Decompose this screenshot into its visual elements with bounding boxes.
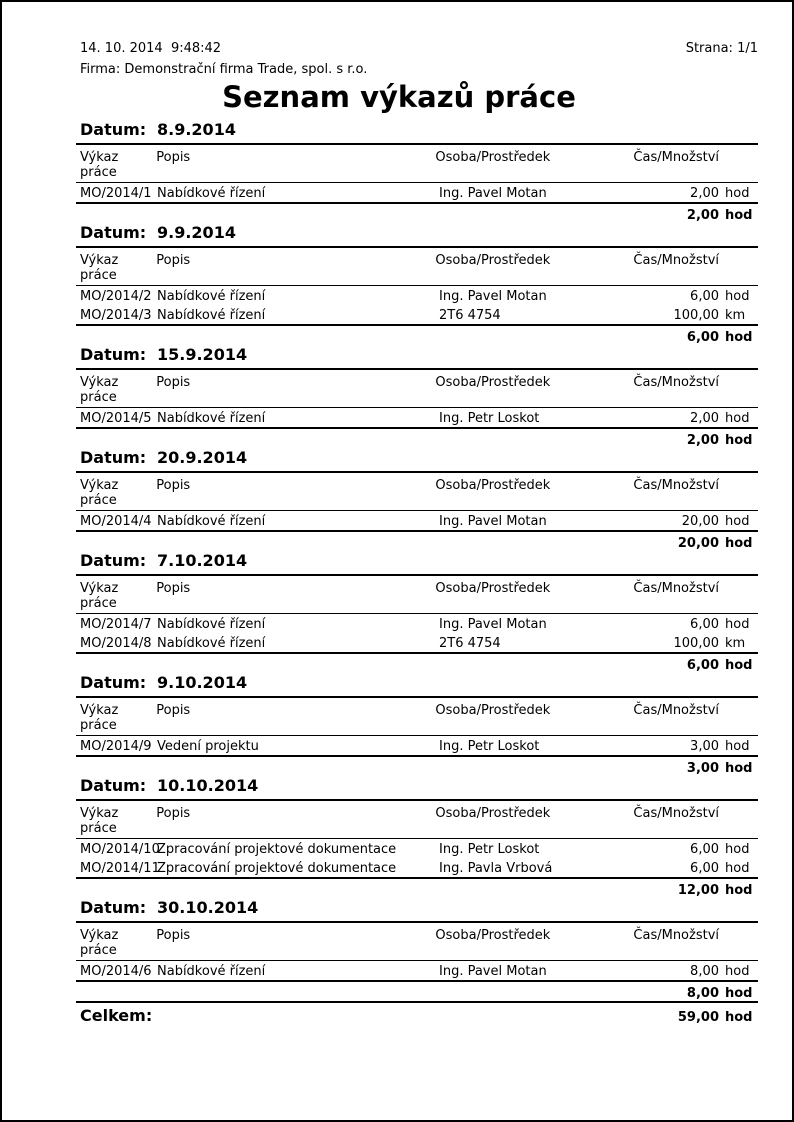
- table-rows: [76, 511, 758, 532]
- datum-label: Datum:: [80, 776, 147, 795]
- cell-cas-mnozstvi: [639, 186, 758, 201]
- datum-label: Datum:: [80, 448, 147, 467]
- table-rows: [76, 286, 758, 326]
- table-row: [76, 408, 758, 427]
- cell-osoba-prostredek: Ing. Petr Loskot: [439, 842, 540, 857]
- table-row: [76, 633, 758, 652]
- section-date: 30.10.2014: [157, 898, 259, 917]
- cell-value: 6,00: [690, 842, 719, 857]
- cell-osoba-prostredek: Ing. Petr Loskot: [439, 411, 540, 426]
- cell-unit: km: [725, 308, 746, 323]
- column-header-vykaz-prace: Výkaz práce: [80, 375, 119, 405]
- cell-vykaz-prace: MO/2014/10: [80, 842, 160, 857]
- table-rows: [76, 736, 758, 757]
- column-header-cas-mnozstvi: Čas/Množství: [633, 581, 720, 596]
- cell-popis: Nabídkové řízení: [157, 514, 266, 529]
- column-header-osoba-prostredek: Osoba/Prostředek: [435, 253, 551, 268]
- section-subtotal-group: [639, 536, 758, 551]
- section-subtotal-unit: hod: [725, 761, 753, 776]
- cell-cas-mnozstvi: [639, 411, 758, 426]
- cell-popis: Nabídkové řízení: [157, 964, 266, 979]
- cell-cas-mnozstvi: [639, 636, 758, 651]
- column-header-vykaz-prace: Výkaz práce: [80, 253, 119, 283]
- section-subtotal-value: 2,00: [686, 208, 719, 223]
- column-header-vykaz-prace: Výkaz práce: [80, 928, 119, 958]
- cell-popis: Zpracování projektové dokumentace: [157, 842, 397, 857]
- cell-value: 3,00: [690, 739, 719, 754]
- grand-total-value-group: [639, 1010, 758, 1025]
- section-subtotal-group: [639, 433, 758, 448]
- date-section: [76, 120, 758, 223]
- grand-total-label: Celkem:: [80, 1006, 153, 1025]
- cell-cas-mnozstvi: [639, 964, 758, 979]
- section-subtotal-row: [76, 757, 758, 776]
- section-date-heading: [76, 223, 758, 248]
- cell-vykaz-prace: MO/2014/3: [80, 308, 152, 323]
- section-subtotal-group: [639, 330, 758, 345]
- cell-popis: Nabídkové řízení: [157, 617, 266, 632]
- cell-osoba-prostredek: Ing. Pavel Motan: [439, 964, 547, 979]
- datum-label: Datum:: [80, 551, 147, 570]
- report-content: [76, 2, 758, 1026]
- table-header-row: [76, 576, 758, 614]
- date-section: [76, 551, 758, 673]
- table-row: [76, 858, 758, 877]
- cell-osoba-prostredek: 2T6 4754: [439, 308, 501, 323]
- column-header-popis: Popis: [156, 375, 191, 390]
- datum-label: Datum:: [80, 345, 147, 364]
- column-header-popis: Popis: [156, 928, 191, 943]
- cell-value: 20,00: [681, 514, 719, 529]
- datum-label: Datum:: [80, 120, 147, 139]
- datum-label: Datum:: [80, 898, 147, 917]
- table-header-row: [76, 473, 758, 511]
- cell-vykaz-prace: MO/2014/6: [80, 964, 152, 979]
- cell-popis: Nabídkové řízení: [157, 411, 266, 426]
- column-header-osoba-prostredek: Osoba/Prostředek: [435, 928, 551, 943]
- cell-value: 2,00: [690, 186, 719, 201]
- section-subtotal-row: [76, 204, 758, 223]
- table-row: [76, 305, 758, 324]
- cell-vykaz-prace: MO/2014/1: [80, 186, 152, 201]
- column-header-vykaz-prace: Výkaz práce: [80, 581, 119, 611]
- column-header-vykaz-prace: Výkaz práce: [80, 806, 119, 836]
- cell-unit: hod: [725, 861, 750, 876]
- table-row: [76, 839, 758, 858]
- page-number: Strana: 1/1: [685, 41, 758, 56]
- section-subtotal-group: [639, 761, 758, 776]
- section-subtotal-value: 2,00: [686, 433, 719, 448]
- section-subtotal-group: [639, 208, 758, 223]
- section-date-heading: [76, 551, 758, 576]
- cell-value: 8,00: [690, 964, 719, 979]
- table-row: [76, 961, 758, 980]
- section-subtotal-value: 6,00: [686, 658, 719, 673]
- table-header-row: [76, 923, 758, 961]
- section-date-heading: [76, 898, 758, 923]
- table-rows: [76, 183, 758, 204]
- section-subtotal-value: 12,00: [677, 883, 719, 898]
- column-header-popis: Popis: [156, 703, 191, 718]
- date-section: [76, 345, 758, 448]
- table-header-row: [76, 698, 758, 736]
- cell-vykaz-prace: MO/2014/11: [80, 861, 160, 876]
- cell-popis: Nabídkové řízení: [157, 289, 266, 304]
- cell-popis: Nabídkové řízení: [157, 186, 266, 201]
- table-row: [76, 286, 758, 305]
- column-header-popis: Popis: [156, 478, 191, 493]
- cell-osoba-prostredek: Ing. Pavla Vrbová: [439, 861, 553, 876]
- cell-value: 6,00: [690, 289, 719, 304]
- table-header-row: [76, 370, 758, 408]
- cell-unit: hod: [725, 411, 750, 426]
- cell-value: 100,00: [673, 308, 719, 323]
- grand-total-unit: hod: [725, 1010, 753, 1025]
- table-header-row: [76, 145, 758, 183]
- datum-label: Datum:: [80, 223, 147, 242]
- cell-value: 2,00: [690, 411, 719, 426]
- column-header-osoba-prostredek: Osoba/Prostředek: [435, 806, 551, 821]
- section-subtotal-unit: hod: [725, 658, 753, 673]
- section-subtotal-row: [76, 654, 758, 673]
- section-date-heading: [76, 345, 758, 370]
- datum-label: Datum:: [80, 673, 147, 692]
- section-subtotal-value: 20,00: [677, 536, 719, 551]
- section-subtotal-value: 3,00: [686, 761, 719, 776]
- section-date: 20.9.2014: [157, 448, 248, 467]
- column-header-cas-mnozstvi: Čas/Množství: [633, 806, 720, 821]
- date-section: [76, 448, 758, 551]
- table-rows: [76, 839, 758, 879]
- cell-unit: hod: [725, 842, 750, 857]
- column-header-cas-mnozstvi: Čas/Množství: [633, 253, 720, 268]
- column-header-cas-mnozstvi: Čas/Množství: [633, 150, 720, 165]
- column-header-osoba-prostredek: Osoba/Prostředek: [435, 150, 551, 165]
- cell-unit: hod: [725, 617, 750, 632]
- table-row: [76, 183, 758, 202]
- cell-osoba-prostredek: Ing. Pavel Motan: [439, 514, 547, 529]
- cell-vykaz-prace: MO/2014/2: [80, 289, 152, 304]
- section-date: 8.9.2014: [157, 120, 236, 139]
- cell-cas-mnozstvi: [639, 861, 758, 876]
- section-subtotal-unit: hod: [725, 986, 753, 1001]
- cell-value: 6,00: [690, 861, 719, 876]
- column-header-osoba-prostredek: Osoba/Prostředek: [435, 375, 551, 390]
- company-line: Firma: Demonstrační firma Trade, spol. s r.o.: [80, 62, 368, 77]
- section-subtotal-row: [76, 532, 758, 551]
- cell-vykaz-prace: MO/2014/5: [80, 411, 152, 426]
- printed-at-timestamp: 14. 10. 2014 9:48:42: [80, 41, 222, 56]
- section-date: 7.10.2014: [157, 551, 248, 570]
- cell-unit: hod: [725, 514, 750, 529]
- cell-cas-mnozstvi: [639, 739, 758, 754]
- cell-osoba-prostredek: Ing. Pavel Motan: [439, 186, 547, 201]
- section-subtotal-group: [639, 658, 758, 673]
- grand-total-row: [76, 1001, 758, 1026]
- section-date: 15.9.2014: [157, 345, 248, 364]
- date-sections: [76, 120, 758, 1001]
- column-header-cas-mnozstvi: Čas/Množství: [633, 478, 720, 493]
- column-header-osoba-prostredek: Osoba/Prostředek: [435, 478, 551, 493]
- date-section: [76, 776, 758, 898]
- section-subtotal-row: [76, 982, 758, 1001]
- column-header-cas-mnozstvi: Čas/Množství: [633, 928, 720, 943]
- table-rows: [76, 408, 758, 429]
- cell-popis: Nabídkové řízení: [157, 308, 266, 323]
- column-header-osoba-prostredek: Osoba/Prostředek: [435, 581, 551, 596]
- cell-popis: Nabídkové řízení: [157, 636, 266, 651]
- column-header-popis: Popis: [156, 806, 191, 821]
- cell-value: 100,00: [673, 636, 719, 651]
- cell-vykaz-prace: MO/2014/9: [80, 739, 152, 754]
- cell-osoba-prostredek: Ing. Pavel Motan: [439, 617, 547, 632]
- column-header-cas-mnozstvi: Čas/Množství: [633, 703, 720, 718]
- grand-total-value: 59,00: [677, 1010, 719, 1025]
- table-header-row: [76, 248, 758, 286]
- section-date-heading: [76, 776, 758, 801]
- section-subtotal-group: [639, 883, 758, 898]
- cell-cas-mnozstvi: [639, 514, 758, 529]
- cell-unit: hod: [725, 289, 750, 304]
- cell-cas-mnozstvi: [639, 308, 758, 323]
- section-date-heading: [76, 448, 758, 473]
- section-date: 10.10.2014: [157, 776, 259, 795]
- date-section: [76, 898, 758, 1001]
- table-rows: [76, 614, 758, 654]
- cell-popis: Vedení projektu: [157, 739, 259, 754]
- cell-unit: km: [725, 636, 746, 651]
- cell-osoba-prostredek: Ing. Petr Loskot: [439, 739, 540, 754]
- cell-osoba-prostredek: Ing. Pavel Motan: [439, 289, 547, 304]
- cell-vykaz-prace: MO/2014/7: [80, 617, 152, 632]
- column-header-popis: Popis: [156, 150, 191, 165]
- cell-cas-mnozstvi: [639, 617, 758, 632]
- section-subtotal-value: 8,00: [686, 986, 719, 1001]
- section-subtotal-unit: hod: [725, 536, 753, 551]
- column-header-cas-mnozstvi: Čas/Množství: [633, 375, 720, 390]
- cell-unit: hod: [725, 739, 750, 754]
- section-subtotal-unit: hod: [725, 883, 753, 898]
- report-title: Seznam výkazů práce: [222, 80, 576, 114]
- column-header-vykaz-prace: Výkaz práce: [80, 703, 119, 733]
- section-date: 9.10.2014: [157, 673, 248, 692]
- cell-osoba-prostredek: 2T6 4754: [439, 636, 501, 651]
- section-subtotal-group: [639, 986, 758, 1001]
- section-date-heading: [76, 120, 758, 145]
- meta-row-company: [76, 62, 758, 78]
- section-subtotal-row: [76, 879, 758, 898]
- cell-unit: hod: [725, 186, 750, 201]
- section-subtotal-unit: hod: [725, 330, 753, 345]
- date-section: [76, 223, 758, 345]
- table-rows: [76, 961, 758, 982]
- section-date-heading: [76, 673, 758, 698]
- cell-popis: Zpracování projektové dokumentace: [157, 861, 397, 876]
- date-section: [76, 673, 758, 776]
- table-header-row: [76, 801, 758, 839]
- table-row: [76, 614, 758, 633]
- cell-vykaz-prace: MO/2014/8: [80, 636, 152, 651]
- meta-row-top: [76, 41, 758, 57]
- section-date: 9.9.2014: [157, 223, 236, 242]
- cell-value: 6,00: [690, 617, 719, 632]
- column-header-vykaz-prace: Výkaz práce: [80, 478, 119, 508]
- section-subtotal-unit: hod: [725, 433, 753, 448]
- cell-unit: hod: [725, 964, 750, 979]
- column-header-popis: Popis: [156, 581, 191, 596]
- cell-vykaz-prace: MO/2014/4: [80, 514, 152, 529]
- table-row: [76, 511, 758, 530]
- section-subtotal-unit: hod: [725, 208, 753, 223]
- section-subtotal-value: 6,00: [686, 330, 719, 345]
- column-header-popis: Popis: [156, 253, 191, 268]
- cell-cas-mnozstvi: [639, 842, 758, 857]
- section-subtotal-row: [76, 326, 758, 345]
- section-subtotal-row: [76, 429, 758, 448]
- table-row: [76, 736, 758, 755]
- column-header-osoba-prostredek: Osoba/Prostředek: [435, 703, 551, 718]
- column-header-vykaz-prace: Výkaz práce: [80, 150, 119, 180]
- cell-cas-mnozstvi: [639, 289, 758, 304]
